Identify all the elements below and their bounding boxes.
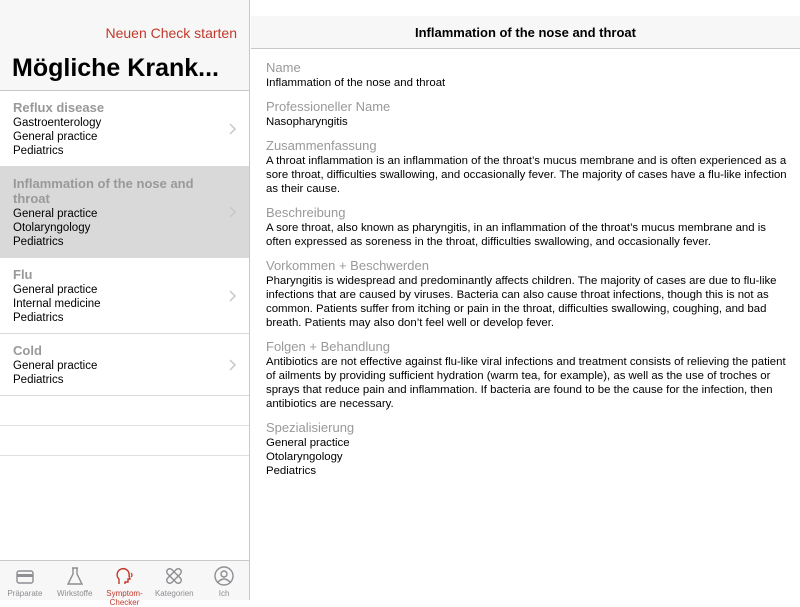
section-label: Zusammenfassung: [266, 138, 377, 153]
specialization-item: Otolaryngology: [266, 451, 343, 463]
specialty-label: Pediatrics: [13, 312, 64, 324]
list-item[interactable]: [0, 334, 249, 396]
section-label: Spezialisierung: [266, 420, 355, 435]
specialization-item: General practice: [266, 437, 350, 449]
tab-label: Präparate: [7, 589, 43, 598]
tab-label: Symptom-Checker: [106, 589, 143, 607]
section-text: A sore throat, also known as pharyngitis, in an inflammation of the throat’s mucus membrane and is often expressed as soreness in the throat, difficulties swallowing, and occasionally fever.: [266, 222, 766, 248]
section-text: A throat inflammation is an inflammation of the throat’s mucus membrane and is often experienced as a sore throat, difficulties swallowing, and occasionally fever. The majority of cases have a flu-like infection as their cause.: [266, 155, 787, 195]
flask-icon: [64, 565, 86, 587]
empty-row: [0, 426, 249, 456]
chevron-right-icon: [229, 206, 237, 218]
chevron-right-icon: [229, 123, 237, 135]
disease-title: Cold: [13, 343, 42, 358]
tab-label: Wirkstoffe: [56, 589, 93, 598]
list-item[interactable]: [0, 91, 249, 167]
detail-section: [266, 60, 791, 90]
tab-pr-parate[interactable]: [0, 561, 50, 600]
section-text: Inflammation of the nose and throat: [266, 77, 446, 89]
specialty-label: Pediatrics: [13, 236, 64, 248]
detail-section: [266, 99, 791, 129]
section-text: Antibiotics are not effective against flu-like viral infections and treatment consists of relieving the patient of ailments by providing sufficient hydration (warm tea, for example), as well as the use of troches or sprays that reduce pain and inflammation. If bacteria are found to be the cause for the infection, then antibiotics are necessary.: [266, 356, 786, 410]
disease-list: [0, 90, 249, 456]
detail-pane: [251, 0, 800, 600]
bandage-icon: [163, 565, 185, 587]
specialty-label: Otolaryngology: [13, 222, 91, 234]
list-item[interactable]: [0, 167, 249, 258]
section-label: Professioneller Name: [266, 99, 391, 114]
section-text: Nasopharyngitis: [266, 116, 348, 128]
detail-body: [266, 60, 791, 487]
detail-section: [266, 339, 791, 411]
detail-header-title: Inflammation of the nose and throat: [251, 16, 800, 49]
specialty-label: Gastroenterology: [13, 117, 102, 129]
section-text: Pharyngitis is widespread and predominantly affects children. The majority of cases are due to flu-like infections that are caused by viruses. Bacteria can also cause throat infections, though this is not as common. Patients suffer from itching or pain in the throat, difficulties swallowing, coughing, and bad breath. Patients may also don’t feel well or develop fever.: [266, 275, 777, 329]
tab-label: Ich: [218, 589, 230, 598]
tab-bar: [0, 560, 249, 607]
specialty-label: General practice: [13, 284, 98, 296]
pill-box-icon: [14, 565, 36, 587]
detail-section: [266, 138, 791, 196]
specialty-label: Pediatrics: [13, 374, 64, 386]
disease-title: Reflux disease: [13, 100, 105, 115]
specialty-label: General practice: [13, 131, 98, 143]
section-label: Beschreibung: [266, 205, 346, 220]
tab-wirkstoffe[interactable]: [50, 561, 100, 600]
specialty-label: General practice: [13, 208, 98, 220]
head-icon: [113, 565, 135, 587]
specialty-label: General practice: [13, 360, 98, 372]
tab-kategorien[interactable]: [149, 561, 199, 600]
detail-section: [266, 258, 791, 330]
section-label: Folgen + Behandlung: [266, 339, 390, 354]
page-title: Mögliche Krank...: [12, 54, 219, 82]
specialty-label: Pediatrics: [13, 145, 64, 157]
detail-section: [266, 205, 791, 249]
master-pane: [0, 0, 250, 607]
list-item[interactable]: [0, 258, 249, 334]
specialty-label: Internal medicine: [13, 298, 101, 310]
specialization-item: Pediatrics: [266, 465, 317, 477]
disease-title: Flu: [13, 267, 33, 282]
specialization-section: [266, 420, 791, 478]
person-icon: [213, 565, 235, 587]
chevron-right-icon: [229, 359, 237, 371]
empty-row: [0, 396, 249, 426]
tab-label: Kategorien: [154, 589, 194, 598]
tab-ich[interactable]: [199, 561, 249, 600]
section-label: Vorkommen + Beschwerden: [266, 258, 429, 273]
disease-title: Inflammation of the nose and throat: [13, 176, 194, 206]
new-check-button[interactable]: Neuen Check starten: [105, 25, 237, 41]
section-label: Name: [266, 60, 301, 75]
chevron-right-icon: [229, 290, 237, 302]
tab-symptom-checker[interactable]: [100, 561, 150, 607]
